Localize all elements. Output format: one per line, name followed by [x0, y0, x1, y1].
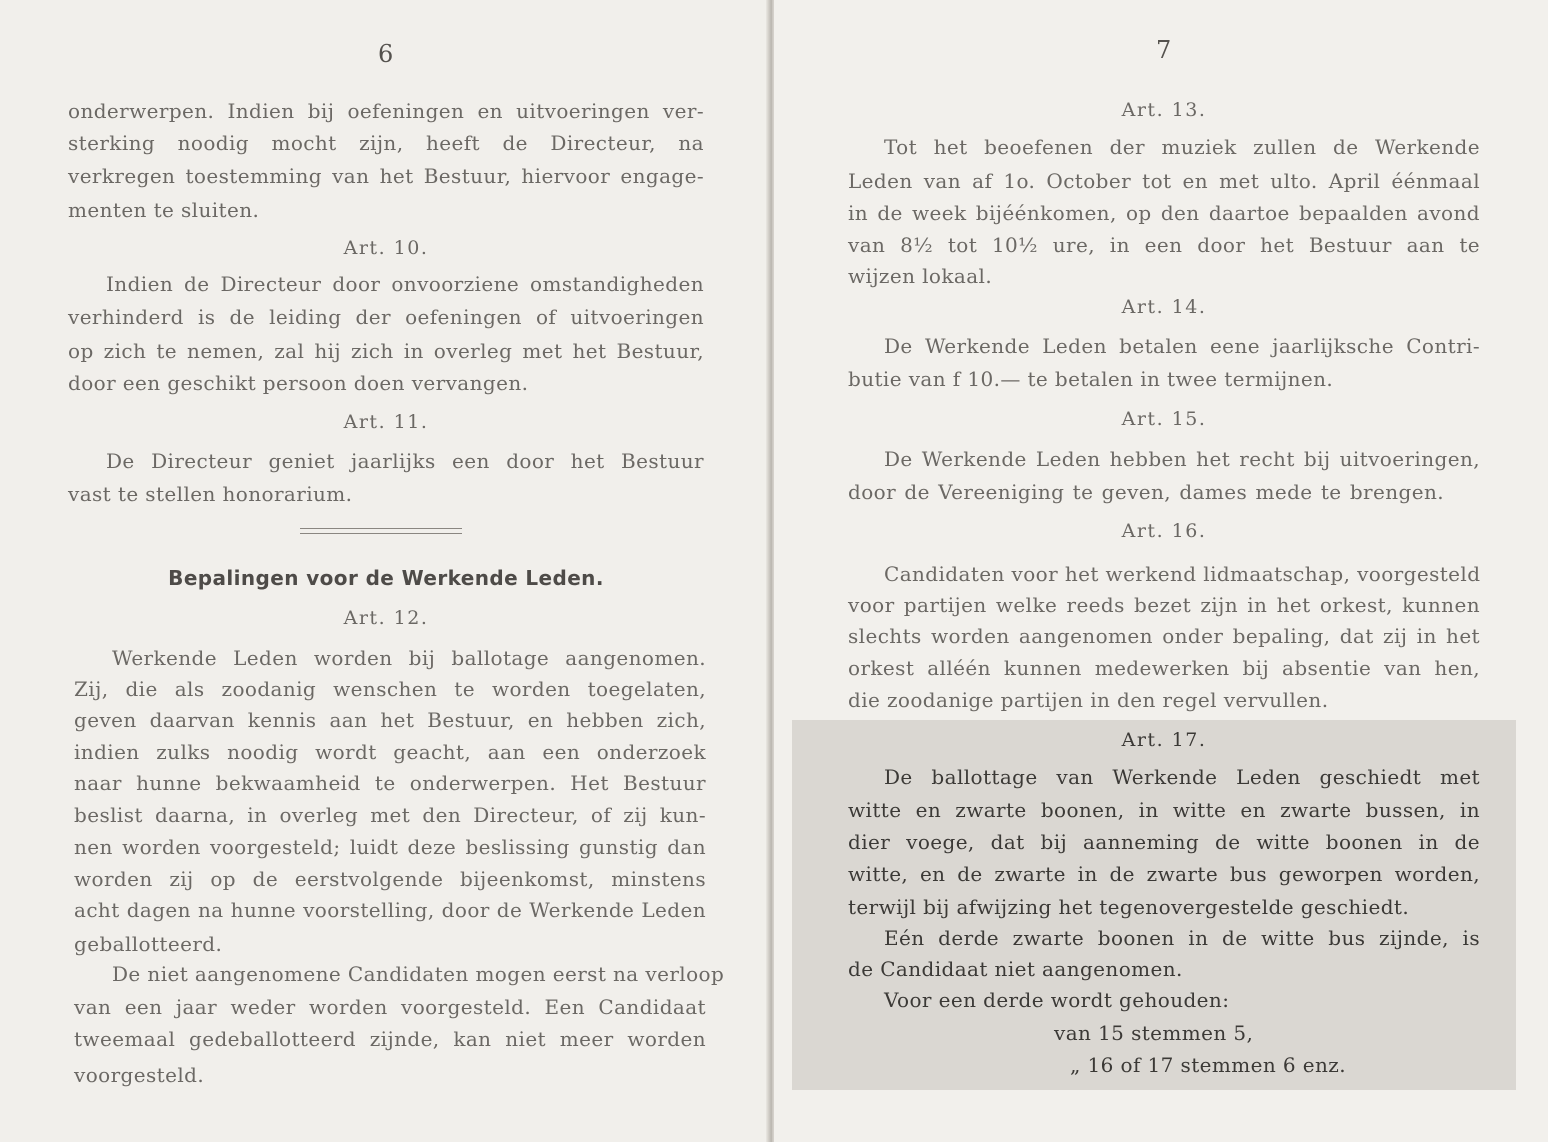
text-line: Tot het beoefenen der muziek zullen de Werkende	[884, 135, 1480, 159]
text-line: wijzen lokaal.	[848, 264, 993, 288]
text-line: Leden van af 1o. October tot en met ulto. April éénmaal	[848, 169, 1480, 193]
text-line: van 15 stemmen 5,	[1054, 1021, 1254, 1045]
text-line: vast te stellen honorarium.	[68, 482, 353, 506]
text-line: voorgesteld.	[74, 1063, 205, 1087]
section-heading: Bepalingen voor de Werkende Leden.	[168, 566, 604, 590]
text-line: tweemaal gedeballotteerd zijnde, kan niet meer worden	[74, 1027, 706, 1051]
text-line: „ 16 of 17 stemmen 6 enz.	[1070, 1053, 1346, 1077]
text-line: onderwerpen. Indien bij oefeningen en uitvoeringen ver-	[68, 99, 704, 123]
text-line: Zij, die als zoodanig wenschen te worden toegelaten,	[74, 677, 706, 701]
text-line: slechts worden aangenomen onder bepaling, dat zij in het	[848, 624, 1480, 648]
text-line: geballotteerd.	[74, 932, 223, 956]
text-line: De niet aangenomene Candidaten mogen eerst na verloop	[112, 962, 725, 986]
article-heading: Art. 13.	[1121, 99, 1207, 121]
text-line: geven daarvan kennis aan het Bestuur, en hebben zich,	[74, 708, 706, 732]
article-heading: Art. 16.	[1121, 520, 1207, 542]
article-heading: Art. 17.	[1121, 729, 1207, 751]
text-line: dier voege, dat bij aanneming de witte boonen in de	[848, 830, 1480, 854]
text-line: nen worden voorgesteld; luidt deze beslissing gunstig dan	[74, 835, 706, 859]
text-line: op zich te nemen, zal hij zich in overleg met het Bestuur,	[68, 339, 704, 363]
text-line: menten te sluiten.	[68, 198, 260, 222]
text-line: naar hunne bekwaamheid te onderwerpen. Het Bestuur	[74, 771, 706, 795]
text-line: Indien de Directeur door onvoorziene omstandigheden	[106, 272, 704, 296]
text-line: indien zulks noodig wordt geacht, aan een onderzoek	[74, 740, 706, 764]
text-line: acht dagen na hunne voorstelling, door de Werkende Leden	[74, 898, 706, 922]
text-line: De ballottage van Werkende Leden geschiedt met	[884, 765, 1480, 789]
article-heading: Art. 10.	[343, 237, 429, 259]
page-number: 6	[378, 40, 394, 68]
text-line: verhinderd is de leiding der oefeningen of uitvoeringen	[68, 305, 704, 329]
text-line: Eén derde zwarte boonen in de witte bus zijnde, is	[884, 926, 1480, 950]
left-page	[0, 0, 770, 1142]
text-line: orkest alléén kunnen medewerken bij absentie van hen,	[848, 656, 1480, 680]
text-line: sterking noodig mocht zijn, heeft de Directeur, na	[68, 131, 704, 155]
text-line: van 8½ tot 10½ ure, in een door het Bestuur aan te	[848, 233, 1480, 257]
article-heading: Art. 14.	[1121, 296, 1207, 318]
text-line: witte en zwarte boonen, in witte en zwarte bussen, in	[848, 798, 1480, 822]
text-line: beslist daarna, in overleg met den Directeur, of zij kun-	[74, 803, 706, 827]
text-line: door een geschikt persoon doen vervangen.	[68, 371, 529, 395]
text-line: van een jaar weder worden voorgesteld. Een Candidaat	[74, 995, 706, 1019]
text-line: in de week bijéénkomen, op den daartoe bepaalden avond	[848, 201, 1480, 225]
page-number: 7	[1156, 36, 1172, 64]
highlighted-article-block	[792, 720, 1516, 1090]
text-line: die zoodanige partijen in den regel vervullen.	[848, 688, 1329, 712]
text-line: Voor een derde wordt gehouden:	[884, 988, 1230, 1012]
text-line: witte, en de zwarte in de zwarte bus geworpen worden,	[848, 862, 1480, 886]
text-line: voor partijen welke reeds bezet zijn in het orkest, kunnen	[848, 593, 1480, 617]
text-line: De Directeur geniet jaarlijks een door het Bestuur	[106, 449, 704, 473]
text-line: Werkende Leden worden bij ballotage aangenomen.	[112, 646, 706, 670]
article-heading: Art. 11.	[343, 411, 429, 433]
article-heading: Art. 15.	[1121, 408, 1207, 430]
text-line: De Werkende Leden betalen eene jaarlijksche Contri-	[884, 334, 1480, 358]
text-line: worden zij op de eerstvolgende bijeenkomst, minstens	[74, 867, 706, 891]
text-line: butie van f 10.— te betalen in twee termijnen.	[848, 367, 1334, 391]
section-divider	[300, 528, 462, 534]
text-line: Candidaten voor het werkend lidmaatschap, voorgesteld	[884, 562, 1481, 586]
text-line: verkregen toestemming van het Bestuur, hiervoor engage-	[68, 164, 704, 188]
article-heading: Art. 12.	[343, 607, 429, 629]
text-line: De Werkende Leden hebben het recht bij uitvoeringen,	[884, 447, 1480, 471]
text-line: door de Vereeniging te geven, dames mede te brengen.	[848, 480, 1444, 504]
text-line: de Candidaat niet aangenomen.	[848, 957, 1183, 981]
text-line: terwijl bij afwijzing het tegenovergestelde geschiedt.	[848, 895, 1410, 919]
